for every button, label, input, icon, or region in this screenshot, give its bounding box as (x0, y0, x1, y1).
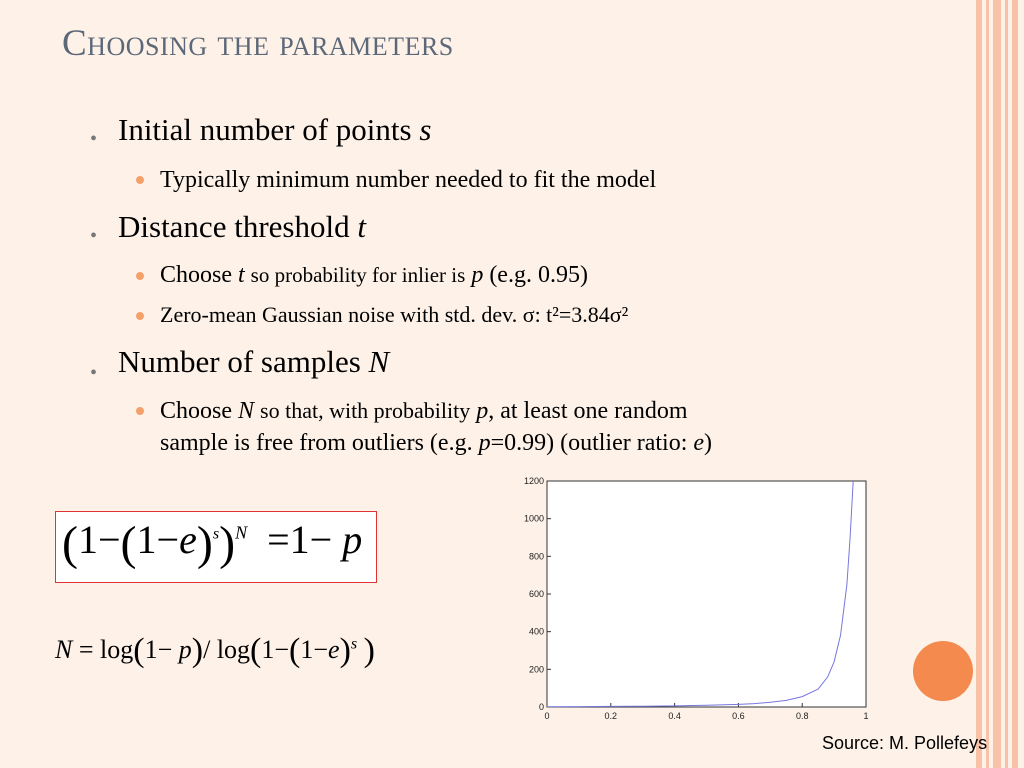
bullet-dot: • (90, 362, 98, 384)
sub-bullet-minimum: Typically minimum number needed to fit the model (160, 167, 657, 193)
slide-title: Choosing the parameters (62, 23, 454, 64)
source-credit: Source: M. Pollefeys (822, 733, 988, 753)
x-tick-label: 0.8 (795, 711, 809, 721)
bullet-dot: • (90, 128, 98, 150)
sub-bullet-dot (136, 312, 144, 320)
y-tick-label: 200 (528, 664, 544, 675)
sub-bullet-dot (136, 407, 144, 415)
sub-bullet-gaussian: Zero-mean Gaussian noise with std. dev. σ: t²=3.84σ² (160, 302, 629, 327)
decorative-orange-circle (913, 641, 973, 701)
x-tick-label: 0.4 (668, 711, 681, 721)
bullet-distance-threshold: Distance threshold t (118, 209, 366, 244)
samples-chart (508, 472, 882, 722)
x-tick-label: 0.6 (732, 711, 745, 721)
x-tick-label: 0 (544, 711, 550, 721)
sub-bullet-choose-t: Choose t so probability for inlier is p (e.g. 0.95) (160, 262, 588, 288)
x-tick-label: 1 (863, 711, 869, 721)
y-tick-label: 400 (528, 626, 544, 637)
sub-bullet-dot (136, 176, 144, 184)
bullet-number-samples: Number of samples N (118, 344, 390, 379)
bullet-initial-points: Initial number of points s (118, 112, 432, 147)
y-tick-label: 600 (528, 589, 544, 599)
y-tick-label: 1200 (523, 476, 544, 486)
formula-samples: N = log(1− p)/ $\log(1-(1-e)^s$ ) (55, 632, 375, 669)
y-tick-label: 800 (528, 551, 544, 562)
plot-area (547, 481, 866, 707)
x-tick-label: 0.2 (604, 711, 618, 721)
decorative-stripes (976, 0, 1024, 768)
formula-probability: $(1-(1-e)^s)^N =1- p$ (62, 517, 363, 570)
sub-bullet-choose-n: Choose N so that, with probability p, at least one random sample is free from outliers (e.g. p=0.99) (outlier ratio: e) (160, 398, 713, 456)
sub-bullet-dot (136, 272, 144, 280)
y-tick-label: 1000 (523, 513, 544, 524)
bullet-dot: • (90, 225, 98, 247)
y-tick-label: 0 (538, 702, 544, 712)
